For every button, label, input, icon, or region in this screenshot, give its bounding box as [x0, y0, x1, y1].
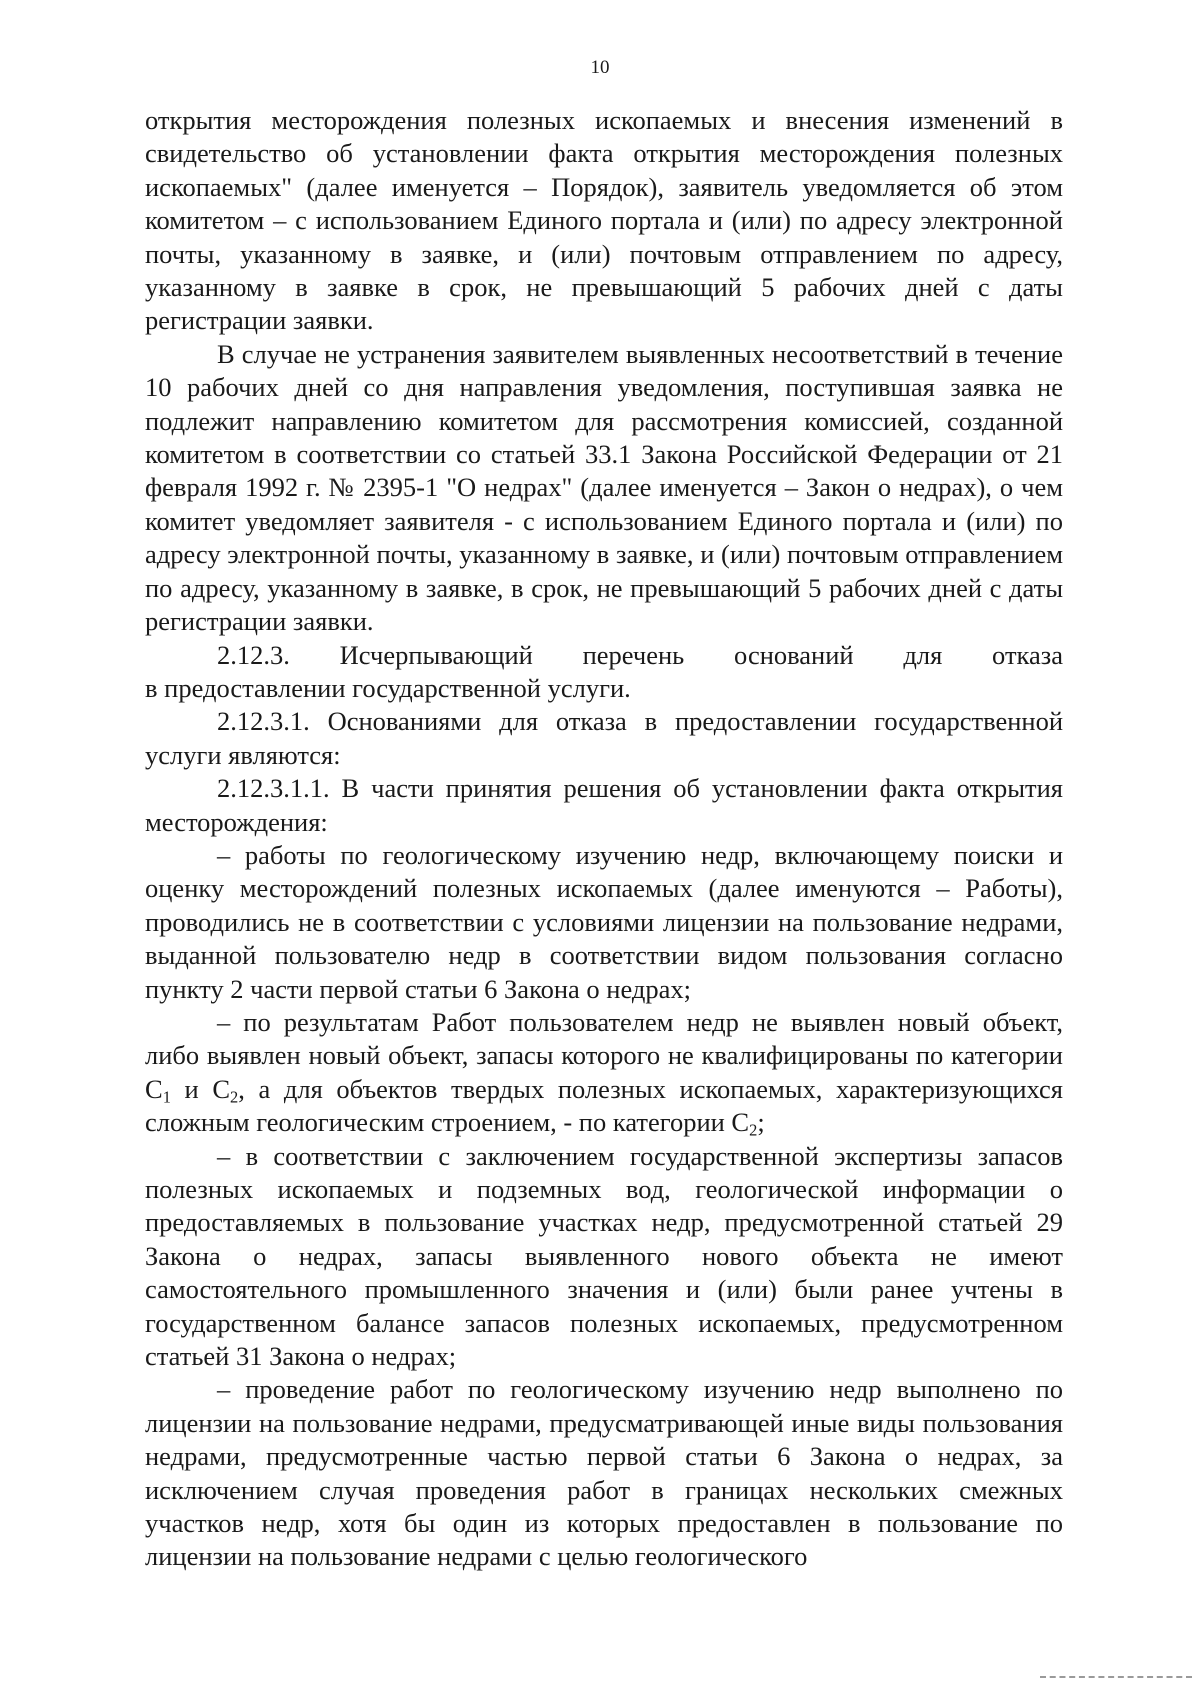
subscript: 2	[749, 1120, 758, 1140]
paragraph-section-2-12-3-cont: в предоставлении государственной услуги.	[145, 672, 631, 703]
paragraph-section-2-12-3-1-1: 2.12.3.1.1. В части принятия решения об установлении факта открытия месторождения:	[145, 773, 1063, 837]
scan-edge-mark	[1040, 1676, 1192, 1678]
text-run: – по результатам Работ пользователем недр не выявлен новый объект, либо выявлен новый объект, запасы которого не квалифицированы по категории C	[145, 1006, 1063, 1104]
paragraph-section-2-12-3: 2.12.3. Исчерпывающий перечень оснований для отказа	[217, 639, 1063, 670]
list-item-works-not-compliant: – работы по геологическому изучению недр, включающему поиски и оценку месторождений полезных ископаемых (далее именуются – Работы), проводились не в соответствии с условиями лицензии на пользование недрами, выданной пользователю недр в соответствии видом пользования согласно пункту 2 части первой статьи 6 Закона о недрах;	[145, 839, 1063, 1004]
paragraph-section-2-12-3-1: 2.12.3.1. Основаниями для отказа в предоставлении государственной услуги являются:	[145, 706, 1063, 770]
subscript: 1	[162, 1087, 171, 1107]
text-run: и C	[170, 1073, 231, 1104]
list-item-expertise-conclusion: – в соответствии с заключением государственной экспертизы запасов полезных ископаемых и подземных вод, геологической информации о предоставляемых в пользование участках недр, предусмотренной статьей 29 Закона о недрах, запасы выявленного нового объекта не имеют самостоятельного промышленного значения и (или) были ранее учтены в государственном балансе запасов полезных ископаемых, предусмотренном статьей 31 Закона о недрах;	[145, 1140, 1063, 1372]
paragraph-continuation: открытия месторождения полезных ископаемых и внесения изменений в свидетельство об установлении факта открытия месторождения полезных ископаемых" (далее именуется – Порядок), заявитель уведомляется об этом комитетом – с использованием Единого портала и (или) по адресу электронной почты, указанному в заявке, и (или) почтовым отправлением по адресу, указанному в заявке в срок, не превышающий 5 рабочих дней с даты регистрации заявки.	[145, 105, 1063, 336]
list-item-other-license: – проведение работ по геологическому изучению недр выполнено по лицензии на пользование недрами, предусматривающей иные виды пользования недрами, предусмотренные частью первой статьи 6 Закона о недрах, за исключением случая проведения работ в границах нескольких смежных участков недр, хотя бы один из которых предоставлен в пользование по лицензии на пользование недрами с целью геологического	[145, 1374, 1063, 1572]
page-number: 10	[590, 57, 610, 78]
text-run: , а для объектов твердых полезных ископаемых, характеризующихся сложным геологическим строением, - по категории C	[145, 1073, 1063, 1138]
subscript: 2	[230, 1087, 239, 1107]
text-run: ;	[757, 1107, 765, 1138]
list-item-no-new-object	[145, 1006, 1063, 1140]
paragraph-nonremediation: В случае не устранения заявителем выявленных несоответствий в течение 10 рабочих дней со дня направления уведомления, поступившая заявка не подлежит направлению комитетом для рассмотрения комиссией, созданной комитетом в соответствии со статьей 33.1 Закона Российской Федерации от 21 февраля 1992 г. № 2395-1 "О недрах" (далее именуется – Закон о недрах), о чем комитет уведомляет заявителя - с использованием Единого портала и (или) по адресу электронной почты, указанному в заявке, и (или) почтовым отправлением по адресу, указанному в заявке, в срок, не превышающий 5 рабочих дней с даты регистрации заявки.	[145, 338, 1063, 637]
document-body	[145, 104, 1063, 1574]
